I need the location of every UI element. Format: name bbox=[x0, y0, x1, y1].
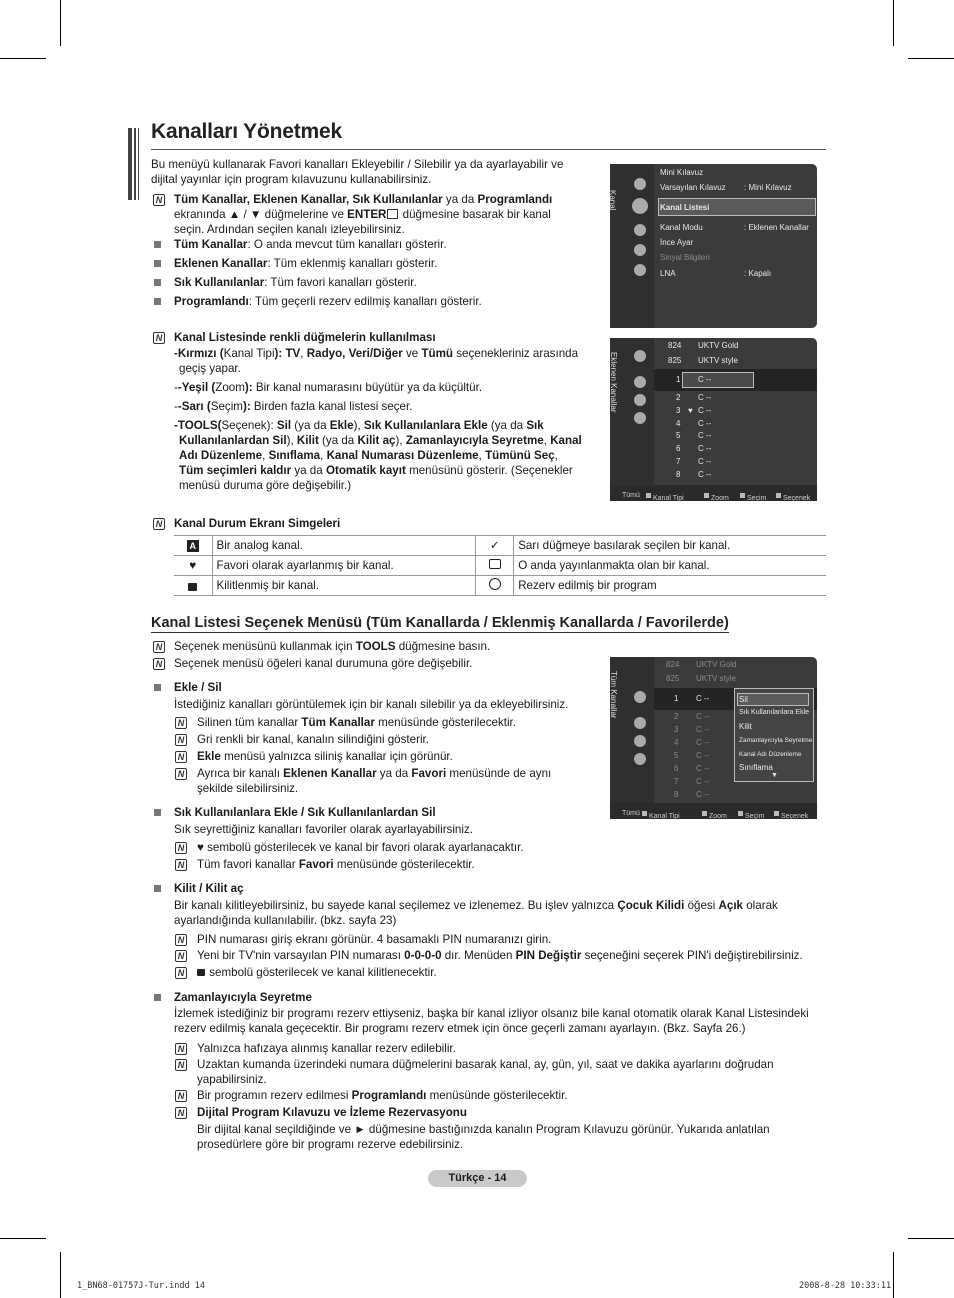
popup-item: Kilit bbox=[739, 722, 752, 731]
tv-channel-menu-screen bbox=[610, 164, 817, 328]
bullet-square bbox=[154, 298, 161, 305]
favorite-icon bbox=[634, 735, 646, 747]
tv-channel-name: UKTV style bbox=[698, 356, 739, 365]
note-icon: N bbox=[175, 734, 187, 746]
tv-menu-item: Varsayılan Kılavuz bbox=[660, 183, 726, 192]
tv-row-number: 8 bbox=[674, 790, 679, 799]
tv-row-label: C -- bbox=[696, 738, 710, 747]
note-icon: N bbox=[175, 1059, 187, 1071]
table-cell: Favori olarak ayarlanmış bir kanal. bbox=[212, 556, 476, 576]
note: Tüm favori kanallar Favori menüsünde gösterilecektir. bbox=[197, 858, 475, 871]
note-icon: N bbox=[153, 194, 165, 206]
tv-row-label: C -- bbox=[696, 790, 710, 799]
note-icon: N bbox=[153, 641, 165, 653]
note: Yeni bir TV'nin varsayılan PIN numarası 0-0-0-0 dır. Menüden PIN Değiştir seçeneğini seçerek PIN'i değiştirebilirsiniz. bbox=[197, 949, 803, 962]
popup-item: Kanal Adı Düzenleme bbox=[739, 751, 802, 758]
table-row bbox=[174, 536, 826, 556]
note: Ekle menüsü yalnızca siliniş kanallar için görünür. bbox=[197, 750, 453, 763]
tv-channel-number: 825 bbox=[668, 356, 682, 365]
tv-row-label: C -- bbox=[696, 712, 710, 721]
crop-mark bbox=[893, 0, 894, 46]
note-icon: N bbox=[153, 332, 165, 344]
note-options-vary: Seçenek menüsü öğeleri kanal durumuna göre değişebilir. bbox=[174, 657, 473, 670]
footer-file-info: 1_BN68-01757J-Tur.indd 14 bbox=[77, 1281, 205, 1291]
tv-row-label: C -- bbox=[696, 751, 710, 760]
lock-icon bbox=[197, 969, 205, 976]
tv-row-label: C -- bbox=[698, 431, 712, 440]
note-icon: N bbox=[175, 950, 187, 962]
tv-row-number: 6 bbox=[674, 764, 679, 773]
heart-icon: ♥ bbox=[174, 556, 212, 576]
intro-text: Bu menüyü kullanarak Favori kanalları Ekleyebilir / Silebilir ya da ayarlayabilir ve dijital yayınlar için program kılavuzunu kullanabilirsiniz. bbox=[151, 158, 564, 186]
check-icon: ✓ bbox=[476, 536, 514, 556]
footer-type: Kanal Tipi bbox=[649, 813, 680, 820]
added-icon bbox=[634, 376, 646, 388]
tv-menu-item: Kanal Modu bbox=[660, 223, 703, 232]
table-row bbox=[174, 556, 826, 576]
tv-row-label: C -- bbox=[696, 764, 710, 773]
table-row bbox=[174, 576, 826, 596]
tv-side-label: Tüm Kanallar bbox=[609, 671, 618, 719]
scroll-down-icon: ▼ bbox=[771, 772, 778, 779]
tv-row-number: 8 bbox=[676, 470, 681, 479]
note-icon: N bbox=[175, 768, 187, 780]
tv-menu-value: : Kapalı bbox=[744, 269, 772, 278]
tv-side-label: Kanal bbox=[608, 190, 617, 211]
tv-menu-value: : Mini Kılavuz bbox=[744, 183, 792, 192]
tv-all-channels-screen bbox=[610, 657, 817, 819]
tv-row-label: C -- bbox=[698, 393, 712, 402]
page-title: Kanalları Yönetmek bbox=[151, 120, 342, 143]
tv-row-label: C -- bbox=[696, 725, 710, 734]
note: Bir programın rezerv edilmesi Programlandı menüsünde gösterilecektir. bbox=[197, 1089, 568, 1102]
crop-mark bbox=[908, 58, 954, 59]
note-icon: N bbox=[175, 934, 187, 946]
tv-menu-item: Mini Kılavuz bbox=[660, 168, 704, 177]
crop-mark bbox=[60, 0, 61, 46]
tv-footer bbox=[610, 485, 817, 501]
symbols-heading: Kanal Durum Ekranı Simgeleri bbox=[174, 517, 341, 530]
footer-zoom: Zoom bbox=[711, 495, 729, 502]
table-cell: O anda yayınlanmakta olan bir kanal. bbox=[514, 556, 826, 576]
note-icon: N bbox=[153, 518, 165, 530]
sound-icon bbox=[632, 198, 648, 214]
favorites-text: Sık seyrettiğiniz kanalları favoriler olarak ayarlayabilirsiniz. bbox=[174, 823, 473, 836]
crop-mark bbox=[893, 1252, 894, 1298]
tv-added-channels-screen bbox=[610, 338, 817, 501]
bullet-scheduled: Programlandı: Tüm geçerli rezerv edilmiş kanalları gösterir. bbox=[174, 295, 482, 308]
bullet-square bbox=[154, 994, 161, 1001]
crop-mark bbox=[0, 1238, 46, 1239]
note: PIN numarası giriş ekranı görünür. 4 basamaklı PIN numaranızı girin. bbox=[197, 933, 552, 946]
favorite-icon bbox=[634, 394, 646, 406]
note-icon: N bbox=[175, 967, 187, 979]
tv-menu-item: LNA bbox=[660, 269, 676, 278]
tv-row-number: 4 bbox=[676, 419, 681, 428]
color-buttons-note: Kanal Listesinde renkli düğmelerin kullanılması -Kırmızı (Kanal Tipi): TV, Radyo, Veri/Diğer ve Tümü seçenekleriniz arasında geçiş yapar. --Yeşil (Zoom): Bir kanal numarasını büyütür ya da küçültür. --Sarı (Seçim): Birden fazla kanal listesi seçer. -TOOLS(Seçenek): Sil (ya da Ekle), Sık Kullanılanlara Ekle (ya da Sık Kullanılanlardan Sil), Kilit (ya da Kilit aç), Zamanlayıcıyla Seyretme, Kanal Adı Düzenleme, Sınıflama, Kanal Numarası Düzenleme, Tümünü Seç, Tüm seçimleri kaldır ya da Otomatik kayıt menüsünü gösterir. (Seçenekler menüsü duruma göre değişebilir.) bbox=[174, 331, 582, 492]
support-icon bbox=[634, 264, 646, 276]
footer-timestamp: 2008-8-28 10:33:11 bbox=[799, 1281, 892, 1291]
tv-menu-item: Sinyal Bilgileri bbox=[660, 253, 710, 262]
popup-item: Sık Kullanılanlara Ekle bbox=[739, 709, 810, 716]
note: Uzaktan kumanda üzerindeki numara düğmelerini basarak kanal, ay, gün, yıl, saat ve dakika ayarlarını doğrudan yapabilirsiniz. bbox=[197, 1058, 774, 1086]
section-heading: Kanal Listesi Seçenek Menüsü (Tüm Kanallarda / Eklenmiş Kanallarda / Favorilerde) bbox=[151, 615, 729, 631]
bullet-all-channels: Tüm Kanallar: O anda mevcut tüm kanalları gösterir. bbox=[174, 238, 447, 251]
input-icon bbox=[634, 244, 646, 256]
note-icon: N bbox=[175, 1107, 187, 1119]
tv-row-label: C -- bbox=[698, 457, 712, 466]
bullet-favorites: Sık Kullanılanlar: Tüm favori kanalları gösterir. bbox=[174, 276, 417, 289]
clock-icon bbox=[476, 576, 514, 596]
settings-icon bbox=[634, 224, 646, 236]
tv-row-number: 5 bbox=[674, 751, 679, 760]
lock-heading: Kilit / Kilit aç bbox=[174, 882, 244, 895]
scheduled-icon bbox=[634, 753, 646, 765]
table-cell: Rezerv edilmiş bir program bbox=[514, 576, 826, 596]
added-icon bbox=[634, 717, 646, 729]
tv-menu-value: : Eklenen Kanallar bbox=[744, 223, 809, 232]
all-icon bbox=[634, 691, 646, 703]
note: ♥ sembolü gösterilecek ve kanal bir favori olarak ayarlanacaktır. bbox=[197, 841, 524, 854]
tv-channel-number: 824 bbox=[666, 660, 680, 669]
all-icon bbox=[634, 350, 646, 362]
note-icon: N bbox=[175, 751, 187, 763]
note-icon: N bbox=[175, 859, 187, 871]
tv-row-label: C -- bbox=[698, 419, 712, 428]
footer-option: Seçenek bbox=[783, 495, 811, 502]
note-icon: N bbox=[175, 1090, 187, 1102]
bullet-square bbox=[154, 684, 161, 691]
note-tools: Seçenek menüsünü kullanmak için TOOLS düğmesine basın. bbox=[174, 640, 491, 653]
crop-mark bbox=[0, 58, 46, 59]
tv-row-number: 7 bbox=[674, 777, 679, 786]
tv-sidebar bbox=[610, 164, 654, 328]
tv-footer bbox=[610, 803, 817, 819]
tv-channel-name: UKTV Gold bbox=[698, 341, 739, 350]
tv-icon bbox=[476, 556, 514, 576]
tv-row-number: 2 bbox=[676, 393, 681, 402]
footer-select: Seçim bbox=[745, 813, 765, 820]
note: Dijital Program Kılavuzu ve İzleme Rezervasyonu Bir dijital kanal seçildiğinde ve ► düğmesine bastığınızda kanalın Program Kılavuzu görünür. Yukarıda anlatılan prosedürlere göre bir programı rezerve edebilirsiniz. bbox=[197, 1106, 770, 1151]
footer-zoom: Zoom bbox=[709, 813, 727, 820]
crop-mark bbox=[908, 1238, 954, 1239]
tv-row-number: 5 bbox=[676, 431, 681, 440]
tv-row-label: C -- bbox=[698, 470, 712, 479]
note-icon: N bbox=[153, 658, 165, 670]
footer-select: Seçim bbox=[747, 495, 767, 502]
tv-channel-name: UKTV Gold bbox=[696, 660, 737, 669]
tv-channel-number: 825 bbox=[666, 674, 680, 683]
tv-channel-number: 824 bbox=[668, 341, 682, 350]
footer-type: Kanal Tipi bbox=[653, 495, 684, 502]
tv-row-number: 3 bbox=[676, 406, 681, 415]
bullet-square bbox=[154, 279, 161, 286]
note-channel-select: Tüm Kanallar, Eklenen Kanallar, Sık Kullanılanlar ya da Programlandı ekranında ▲ / ▼ düğmelerine ve ENTER düğmesine basarak bir kanal seçin. Ardından seçilen kanalı izleyebilirsiniz. bbox=[174, 193, 553, 236]
popup-item: Sil bbox=[739, 695, 748, 704]
tv-row-number: 1 bbox=[674, 694, 679, 703]
title-rule bbox=[151, 149, 826, 150]
timer-text: İzlemek istediğiniz bir programı rezerv ettiyseniz, başka bir kanal izliyor olsanız bile kanal otomatik olarak Kanal Listesindeki rezerv edilmiş kanala geçecektir. Bir programı rezerv etmek için önce geçerli zamanı ayarlayın. (Bkz. Sayfa 26.) bbox=[174, 1007, 809, 1035]
note-icon: N bbox=[175, 717, 187, 729]
bullet-square bbox=[154, 809, 161, 816]
lock-icon bbox=[174, 576, 212, 596]
tv-side-label: Eklenen Kanallar bbox=[609, 352, 618, 413]
note: Gri renkli bir kanal, kanalın silindiğini gösterir. bbox=[197, 733, 429, 746]
tv-row-number: 6 bbox=[676, 444, 681, 453]
tv-row-label: C -- bbox=[696, 777, 710, 786]
footer-option: Seçenek bbox=[781, 813, 809, 820]
add-delete-text: İstediğiniz kanalları görüntülemek için bir kanalı silebilir ya da ekleyebilirsiniz. bbox=[174, 698, 569, 711]
tv-row-label: C -- bbox=[698, 444, 712, 453]
tv-menu-item: Kanal Listesi bbox=[660, 203, 710, 212]
options-popup bbox=[734, 688, 814, 782]
note: Ayrıca bir kanalı Eklenen Kanallar ya da Favori menüsünde de aynı şekilde silebilirsiniz. bbox=[197, 767, 552, 795]
scheduled-icon bbox=[634, 412, 646, 424]
table-cell: Kilitlenmiş bir kanal. bbox=[212, 576, 476, 596]
lock-text: Bir kanalı kilitleyebilirsiniz, bu sayede kanal seçilemez ve izlenemez. Bu işlev yalnızca Çocuk Kilidi öğesi Açık olarak ayarlandığında kullanılabilir. (bkz. sayfa 23) bbox=[174, 899, 778, 927]
favorites-heading: Sık Kullanılanlara Ekle / Sık Kullanılanlardan Sil bbox=[174, 806, 436, 819]
note-icon: N bbox=[175, 1043, 187, 1055]
analog-icon: A bbox=[174, 536, 212, 556]
popup-item: Sınıflama bbox=[739, 763, 773, 772]
tv-row-number: 3 bbox=[674, 725, 679, 734]
timer-heading: Zamanlayıcıyla Seyretme bbox=[174, 991, 312, 1004]
table-cell: Bir analog kanal. bbox=[212, 536, 476, 556]
enter-icon bbox=[387, 209, 398, 219]
page-number-label: Türkçe - 14 bbox=[428, 1170, 527, 1187]
note-icon: N bbox=[175, 842, 187, 854]
footer-all: Tümü bbox=[622, 492, 640, 499]
popup-item: Zamanlayıcıyla Seyretme bbox=[739, 737, 813, 744]
note: Yalnızca hafızaya alınmış kanallar rezerv edilebilir. bbox=[197, 1042, 456, 1055]
tv-row-number: 2 bbox=[674, 712, 679, 721]
tv-menu-item: İnce Ayar bbox=[660, 238, 694, 247]
footer-all: Tümü bbox=[622, 810, 640, 817]
tv-selection-highlight bbox=[682, 372, 754, 388]
bullet-square bbox=[154, 260, 161, 267]
tv-row-number: 1 bbox=[676, 375, 681, 384]
tv-row-label: C -- bbox=[698, 375, 712, 384]
tv-row-label: C -- bbox=[698, 406, 712, 415]
crop-mark bbox=[60, 1252, 61, 1298]
tv-channel-name: UKTV style bbox=[696, 674, 737, 683]
tv-row-number: 7 bbox=[676, 457, 681, 466]
bullet-square bbox=[154, 885, 161, 892]
note: sembolü gösterilecek ve kanal kilitlenecektir. bbox=[197, 965, 437, 980]
bullet-square bbox=[154, 241, 161, 248]
tv-row-label: C -- bbox=[696, 694, 710, 703]
heart-icon: ♥ bbox=[688, 406, 693, 415]
bullet-added-channels: Eklenen Kanallar: Tüm eklenmiş kanalları gösterir. bbox=[174, 257, 438, 270]
status-symbols-table bbox=[174, 535, 826, 596]
picture-icon bbox=[634, 178, 646, 190]
note: Silinen tüm kanallar Tüm Kanallar menüsünde gösterilecektir. bbox=[197, 716, 516, 729]
tv-row-number: 4 bbox=[674, 738, 679, 747]
add-delete-heading: Ekle / Sil bbox=[174, 681, 222, 694]
table-cell: Sarı düğmeye basılarak seçilen bir kanal. bbox=[514, 536, 826, 556]
